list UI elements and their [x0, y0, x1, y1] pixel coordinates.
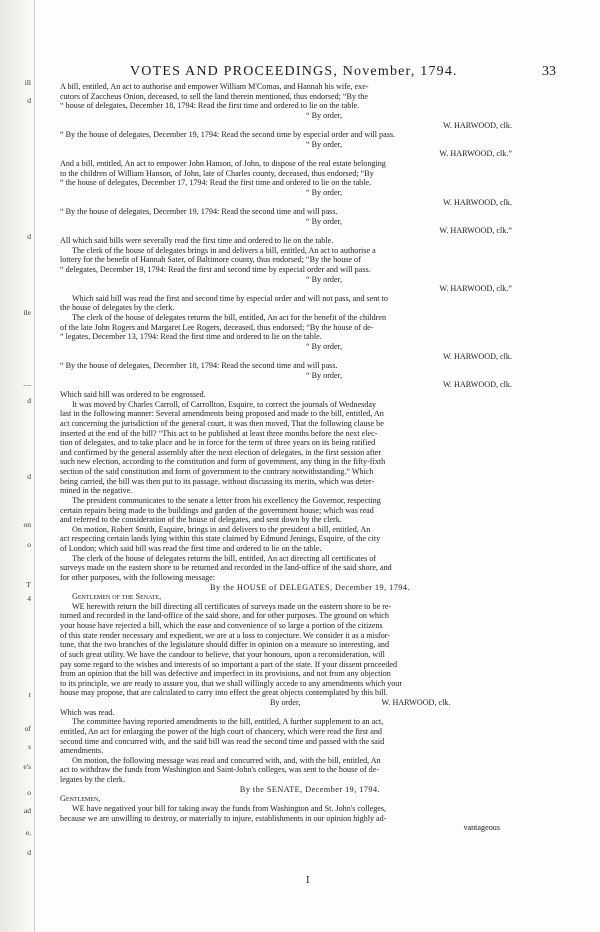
text-line: “ legates, December 13, 1794: Read the first time and ordered to lie on the table. — [60, 332, 322, 342]
text-line: The clerk of the house of delegates returns the bill, entitled, An act for the benefit of the children — [72, 313, 387, 322]
text-line: W. HARWOOD, clk. — [443, 380, 512, 390]
text-line: certain repairs being made to the buildings and garden of the government house; which was read — [60, 505, 374, 515]
text-line: All which said bills were severally read the first time and ordered to lie on the table. — [60, 236, 334, 245]
text-line: “ By the house of delegates, December 19, 1794: Read the second time and will pass. — [60, 207, 338, 217]
text-line: act concerning the jurisdiction of the general court, it was then moved, That the following clause be — [60, 418, 384, 428]
text-line: On motion, Robert Smith, Esquire, brings in and delivers to the president a bill, entitled, An — [72, 524, 371, 534]
text-line: second time and concurred with, and the said bill was read the second time and passed with the said — [60, 736, 385, 746]
gutter-fragment: on — [23, 520, 31, 529]
text-line: “ By the house of delegates, December 19, 1794: Read the second time by especial order and will pass. — [60, 130, 396, 140]
text-line: such new election, according to the constitution and form of government, any thing in the fifty-fixth — [60, 457, 386, 467]
text-line: “ the house of delegates, December 17, 1794: Read the first time and ordered to lie on the table. — [60, 178, 372, 188]
text-line: “ By order, — [306, 139, 342, 149]
text-line: “ By order, — [306, 341, 342, 351]
page-title: VOTES AND PROCEEDINGS, November, 1794. — [130, 64, 458, 79]
text-line: act to withdraw the funds from Washington and Saint-John's colleges, was sent to the house of de- — [60, 765, 380, 775]
gutter-fragment: of — [24, 724, 31, 733]
text-line: because we are unwilling to destroy, or materially to injure, establishments in our opinion highly ad- — [60, 813, 387, 823]
text-line: Which said bill was ordered to be engrossed. — [60, 390, 206, 399]
text-line: house may propose, that are calculated to carry into effect the great objects contemplated by this bill. — [60, 688, 388, 698]
text-line: Which was read. — [60, 707, 115, 717]
gutter-fragment: r — [28, 690, 31, 699]
text-line: act respecting certain lands lying within this state claimed by Edmund Jenings, Esquire, of the city — [60, 534, 381, 544]
gutter-fragment: e's — [23, 762, 31, 771]
text-line: By the SENATE, December 19, 1794. — [239, 784, 381, 794]
text-line: to its principle, we are ready to assure you, that we shall willingly accede to any amendments which your — [60, 678, 403, 688]
text-line: By order, W. HARWOOD, clk. — [270, 698, 451, 707]
text-line: tune, that the two branches of the legislature should differ in opinion on a measure so interesting, and — [60, 640, 390, 650]
text-line: W. HARWOOD, clk.” — [439, 149, 512, 159]
text-line: It was moved by Charles Carroll, of Carrollton, Esquire, to correct the journals of Wednesday — [72, 399, 377, 409]
text-line: from an opinion that the bill was defective and imperfect in its provisions, and not from any objection — [60, 669, 391, 679]
text-line: Gentlemen of the Senate, — [72, 592, 162, 602]
text-line: for other purposes, with the following message: — [60, 572, 216, 582]
text-line: turned and recorded in the land-office of the said shore, and for other purposes. The ground on which — [60, 611, 389, 621]
gutter-fragment: d — [27, 472, 31, 481]
text-line: of the late John Rogers and Margaret Lee Rogers, deceased, thus endorsed; “By the house of de- — [60, 322, 374, 332]
text-line: The clerk of the house of delegates brings in and delivers a bill, entitled, An act to authorise a — [72, 245, 376, 255]
text-line: of such great utility. We have the candour to believe, that your honours, upon a reconsideration, will — [60, 649, 385, 659]
text-line: and referred to the consideration of the house of delegates, and sent down by the clerk. — [60, 515, 342, 525]
text-line: The committee having reported amendments to the bill, entitled, A further supplement to an act, — [72, 717, 384, 727]
text-line: the house of delegates by the clerk. — [60, 303, 175, 313]
text-line: surveys made on the eastern shore to be returned and recorded in the land-office of the said shore, and — [60, 563, 392, 573]
text-line: “ By order, — [306, 110, 342, 120]
text-line: “ By order, — [306, 216, 342, 226]
text-line: W. HARWOOD, clk. — [443, 351, 512, 361]
text-line: entitled, An act for enlarging the power of the high court of chancery, which were read the first and — [60, 726, 382, 736]
text-line: Which said bill was read the first and second time by especial order and will not pass, and sent to — [72, 293, 388, 303]
text-line: The president communicates to the senate a letter from his excellency the Governor, respecting — [72, 495, 381, 505]
body-text — [60, 82, 560, 833]
text-line: W. HARWOOD, clk.” — [439, 284, 512, 294]
text-line: “ house of delegates, December 18, 1794: Read the first time and ordered to lie on the table. — [60, 101, 360, 111]
text-line: your house have rejected a bill, which the ease and convenience of so large a portion of the citizens — [60, 621, 383, 630]
text-line: Gentlemen, — [60, 794, 101, 804]
text-line: “ By order, — [306, 370, 342, 380]
text-line: “ By the house of delegates, December 18, 1794: Read the second time and will pass. — [60, 361, 338, 371]
text-line: of this state render necessary and expedient, we are at a loss to conjecture. We consider it as a misfor- — [60, 630, 391, 640]
signature-mark: I — [306, 876, 310, 886]
text-line: A bill, entitled, An act to authorise and empower William M'Comas, and Hannah his wife, exe- — [60, 82, 369, 91]
text-line: pay some regard to the wishes and interests of so important a part of the state. If your dissent proceeded — [60, 659, 398, 669]
text-line: of London; which said bill was read the first time and ordered to lie on the table. — [60, 544, 322, 553]
page-number: 33 — [542, 64, 556, 79]
gutter-fragment: ad — [23, 806, 31, 815]
gutter-fragment: d — [27, 96, 31, 105]
text-line: to the children of William Hanson, of John, late of Charles county, deceased, thus endorsed; “By — [60, 168, 374, 178]
text-line: The clerk of the house of delegates returns the bill, entitled, An act directing all certificates of — [72, 553, 377, 563]
text-line: WE have negatived your bill for taking away the funds from Washington and St. John's colleges, — [72, 803, 387, 813]
text-line: W. HARWOOD, clk. — [443, 197, 512, 207]
text-line: “ By order, — [306, 274, 342, 284]
text-line: cutors of Zaccheus Onion, deceased, to sell the land therein mentioned, thus endorsed; “By the — [60, 91, 368, 101]
gutter-fragment: s — [28, 742, 31, 751]
gutter-fragment: d — [27, 848, 31, 857]
text-line: vantageous — [463, 823, 500, 833]
gutter-fragment: o — [27, 788, 31, 797]
text-line: and confirmed by the general assembly after the next election of delegates, in the first session after — [60, 447, 382, 457]
text-line: tion of delegates, and to take place and be in force for the term of three years on its being ratified — [60, 438, 376, 448]
gutter-fragment: T — [26, 580, 31, 589]
gutter-fragment: d — [27, 396, 31, 405]
text-line: last in the following manner: Several amendments being proposed and made to the bill, entitled, An — [60, 409, 384, 419]
gutter-fragment: d — [27, 232, 31, 241]
gutter-fragment: ile — [23, 308, 31, 317]
text-line: “ By order, — [306, 187, 342, 197]
text-line: “ delegates, December 19, 1794: Read the first and second time by especial order and will pass. — [60, 264, 371, 274]
gutter-fragment: o — [27, 540, 31, 549]
gutter-fragment: e, — [25, 828, 31, 837]
gutter-fragment: 4 — [27, 594, 31, 603]
text-line: legates by the clerk. — [60, 775, 125, 784]
text-line: And a bill, entitled, An act to empower John Hanson, of John, to dispose of the real estate belonging — [60, 159, 386, 168]
gutter-fragment: — — [23, 380, 31, 389]
text-line: WE herewith return the bill directing all certificates of surveys made on the eastern shore to be re- — [72, 601, 392, 611]
text-line: By the HOUSE of DELEGATES, December 19, 1794. — [210, 582, 410, 592]
text-line: lottery for the benefit of Hannah Sater, of Baltimore county, thus endorsed; “By the house of — [60, 255, 361, 265]
text-line: mined in the negative. — [60, 486, 133, 496]
text-line: being carried, the bill was then put to its passage, without discussing its merits, which was deter- — [60, 476, 375, 486]
gutter-fragment: ill — [24, 78, 31, 87]
text-line: W. HARWOOD, clk.” — [439, 226, 512, 236]
text-line: inserted at the end of the bill? “This act to be published at least three months before the next elec- — [60, 428, 378, 438]
text-line: W. HARWOOD, clk. — [443, 120, 512, 130]
text-line: section of the said constitution and form of government to the contrary notwithstanding.” Which — [60, 467, 374, 476]
text-line: On motion, the following message was read and concurred with, and, with the bill, entitled, An — [72, 755, 381, 765]
text-line: amendments. — [60, 746, 104, 756]
